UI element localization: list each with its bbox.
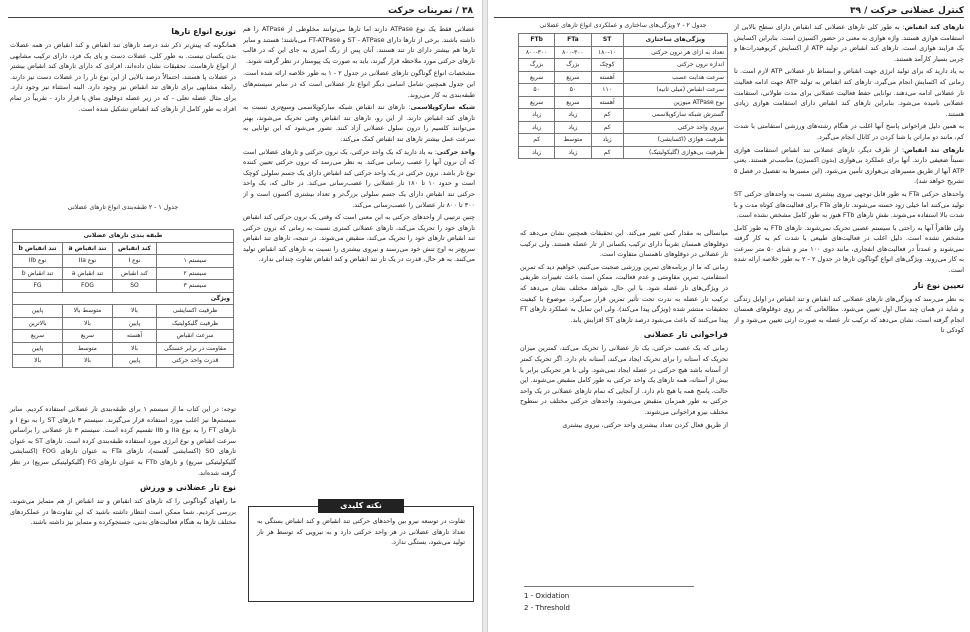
paragraph: به یاد دارید که برای تولید انرژی جهت انقباض و انبساط تار عضلانی ATP لازم است. تا زمانی که اکسایش انجام می‌گیرد، تارهای کند انقباض به تولید ATP جهت ادامه فعالیت تار عضلانی ادامه می‌دهند. توانایی حفظ فعالیت عضلانی برای مدت طولانی، استقامت عضلانی نامیده می‌شود. بنابراین تارهای کند انقباض دارای استقامت هوازی زیادی هستند. [734,67,964,118]
paragraph: ولی ظاهراً آنها به راحتی با سیستم عصبی تحریک نمی‌شوند. تارهای FTb به طور کامل مشخص نشده است. دلیل اغلب در فعالیت‌های طبیعی با شدت کم به کار گرفته نمی‌شوند و عمدتاً در فعالیت‌های انفجاری، مانند دوی ۱۰۰ متر و شنای ۵۰ متر سرعت به کار می‌روند. ویژگی‌های انواع گوناگون تارها در جدول ۲ - ۲ به طور خلاصه ارائه شده است. [734,223,964,275]
table-cell: کوچک [591,59,623,72]
paragraph: شبکه سارکوپلاسمی: تارهای تند انقباض شبکه سارکوپلاسمی وسیع‌تری نسبت به تارهای کند انقباض دارند. از این رو، تارهای تند انقباض وقتی تحریک می‌شوند، بهتر می‌توانند کلسیم را درون سلول عضلانی آزاد کنند. تصور می‌شود که این توانایی به سرعت عمل بیشتر تارهای تند انقباض کمک می‌کند. [243,103,475,143]
table-header-cell: FTb [519,34,555,47]
key-point-title: نکته کلیدی [318,499,404,513]
table-header-cell: تند انقباض b [13,242,63,255]
table-cell: تند انقباض b [13,267,63,280]
table-cell: زیاد [555,109,591,122]
table-2-caption: جدول ۲ - ۲ ویژگی‌های ساختاری و عملکردی انواع تارهای عضلانی [539,22,707,29]
table-cell: FG [13,280,63,293]
table-row [13,255,234,268]
table-cell: متوسط [63,342,113,355]
section-heading-fast-twitch: تارهای تند انقباض [904,145,964,154]
table-cell: بالا [112,342,156,355]
table-cell: سریع [555,71,591,84]
table-cell: سریع [13,330,63,343]
footnote: 2 - Threshold [524,604,570,612]
paragraph: از طریق فعال کردن تعداد بیشتری واحد حرکتی، نیروی بیشتری [562,420,728,429]
table-row [519,59,728,72]
table-row [519,96,728,109]
table-cell: پایین [112,355,156,368]
left-page [0,0,482,632]
footnote: 1 - Oxidation [524,592,570,600]
table-cell: اندازه نرون حرکتی [623,59,727,72]
table-cell: بالا [112,305,156,318]
table-1-caption: جدول ۱ - ۲ طبقه‌بندی انواع تارهای عضلانی [67,204,179,211]
paragraph-text: به یاد دارید که یک واحد حرکتی، یک نرون حرکتی و تارهای عضلانی است که آن نرون آنها را عصب رسانی می‌کند. به نظر می‌رسد که نرون حرکتی تعیین کننده نوع تار باشد. نرون حرکتی در یک واحد حرکتی کند انقباض دارای یک جسم سلولی کوچک است و حدود ۱۰ تا ۱۸۰ تار عضلانی را عصب‌رسانی می‌کند. در حالی که، یک واحد حرکتی تند انقباض دارای یک جسم سلولی بزرگ‌تر و تعداد بیشتری آکسون است و از ۳۰۰ تا ۸۰۰ تار عضلانی را عصب‌رسانی می‌کند. [243,147,475,209]
table-cell: سریع [63,330,113,343]
right-page [488,0,970,632]
table-cell: پایین [13,342,63,355]
right-header-rule [494,17,964,18]
table-subhead: ویژگی [13,292,234,305]
table-cell: کم [519,134,555,147]
table-row [519,146,728,159]
footnotes [524,586,694,614]
paragraph: میانسالی به مقدار کمی تغییر می‌کند. این تحقیقات همچنین نشان می‌دهد که دوقلوهای همسان تقریباً دارای ترکیب یکسانی از تار عضله هستند. ولی ترکیب تار عضلانی در دوقلوهای ناهمسان متفاوت است. [520,229,728,259]
section-heading-motor-units: واحد حرکتی [436,147,475,156]
table-cell: سریع [555,96,591,109]
section-heading-exercise: نوع تار عضلانی و ورزش [140,483,236,493]
table-header-cell: تند انقباض a [63,242,113,255]
table-cell: نوع IIa [63,255,113,268]
table-cell: کم [591,109,623,122]
table-row [13,317,234,330]
table-row [519,46,728,59]
table-cell: ۱۸۰-۱۰ [591,46,623,59]
paragraph: به نظر می‌رسد که ویژگی‌های تارهای عضلانی کند انقباض و تند انقباض در اوایل زندگی و شاید در همان چند سال اول تعیین می‌شود. مطالعاتی که بر روی دوقلوهای همسان انجام گرفته است، نشان می‌دهد که ترکیب تار عضله به صورت ارثی تعیین می‌شود و از کودکی تا [734,294,964,335]
section-heading-slow-twitch: تارهای کند انقباض [904,23,964,31]
table-header-cell: ST [591,34,623,47]
section-heading-fiber-type: تعیین نوع تار [913,280,964,290]
table-row [13,330,234,343]
paragraph: ما راههای گوناگونی را که تارهای کند انقباض و تند انقباض از هم متمایز می‌شوند، بررسی کردیم. شما ممکن است انتظار داشته باشید که این تفاوت‌ها در عملکردهای مختلف تارها به هنگام فعالیت‌های بدنی، جستجوکرده و متمایز نیز داشته باشند. [10,497,236,527]
table-cell: ظرفیت اکسایشی [157,305,234,318]
table-row [519,71,728,84]
table-cell: نوع I [112,255,156,268]
table-row [519,109,728,122]
table-cell: آهسته [591,96,623,109]
table-row [519,84,728,97]
table-cell: نوع IIb [13,255,63,268]
table-cell: آهسته [112,330,156,343]
paragraph-text: به طور کلی تارهای عضلانی کند انقباض دارای سطح بالایی از استقامت هوازی هستند. واژه هوازی به معنی در حضور اکسیژن است. بنابراین اکسایش یک فرایند هوازی است. تارهای کند انقباض در تولید ATP از اکسایش کربوهیدرات‌ها و چربی بسیار کارآمد هستند. [734,23,964,63]
key-point-box [248,501,474,602]
paragraph: چنین ترتیبی از واحدهای حرکتی به این معنی است که وقتی یک نرون حرکتی کند انقباض تارهای خود را تحریک می‌کند، تارهای عضلانی کمتری نسبت به زمانی که نرون حرکتی تند انقباض تارهای خود را تحریک می‌کند، منقبض می‌شوند. در نتیجه، تارهای تند انقباض سریع‌تر به اوج تنش خود می‌رسند و نیروی بیشتری را نسبت به تارهای کند انقباض تولید می‌کنند. به هر حال، قدرت در یک تار تند انقباض و کند انقباض تفاوت چندانی ندارد. [243,213,475,264]
table-cell: نیروی واحد حرکتی [623,121,727,134]
table-cell: سریع [519,71,555,84]
table-cell: بالا [13,355,63,368]
paragraph: همانگونه که پیش‌تر ذکر شد درصد تارهای تند انقباض و کند انقباض در همه عضلات بدن یکسان نیست. به طور کلی، عضلات دست و پای یک فرد، دارای ترکیب مشابهی از انواع تارهاست. تحقیقات نشان داده‌اند، افرادی که دارای تارهای کند انقباض بیشتر در عضلات پا هستند، احتمالاً درصد بالایی از این نوع تار را در عضلات دست نیز دارند. رابطه مشابهی برای تارهای تند انقباض نیز وجود دارد. البته استثناء نیز وجود دارد. برای مثال عضله نعلی - که در زیر عضله دوقلوی ساق پا قرار دارد - تقریباً در تمام افراد به طور کامل از تارهای کند انقباض تشکیل شده است. [10,41,236,113]
table-cell: بزرگ [555,59,591,72]
table-cell: سیستم ۱ [157,255,234,268]
table-cell: ۸۰۰-۳۰۰ [519,46,555,59]
section-heading-sarcoplasmic: شبکه سارکوپلاسمی [410,103,475,112]
table-cell: ۵۰ [555,84,591,97]
table-cell: پایین [13,305,63,318]
paragraph-text: از طرف دیگر، تارهای عضلانی تند انقباض استقامت هوازی نسبتاً ضعیفی دارند. آنها برای عملکرد بی‌هوازی (بدون اکسیژن) مناسب‌تر هستند. یعنی ATP آنها از طریق مسیرهای بی‌هوازی تأمین می‌شود. (این مسیرها به تفصیل در فصل ۵ تشریح خواهد شد). [734,145,964,186]
table-cell: سرعت هدایت عصب [623,71,727,84]
table-cell: پایین [112,317,156,330]
table-cell: تند انقباض a [63,267,113,280]
left-page-left-column-bottom [10,404,236,626]
table-cell: کم [591,146,623,159]
paragraph: زمانی که یک عصب حرکتی، یک تار عضلانی را تحریک می‌کند، کمترین میزان تحریک که آستانه را برای تحریک ایجاد می‌کند، آستانه نام دارد. اگر تحریک کمتر از آستانه باشد هیچ حرکتی در عضله ایجاد نمی‌شود. ولی با هر تحریکی برابر یا بیش از آستانه، همه تارهای یک واحد حرکتی به طور کامل منقبض می‌شوند. این حالت، پاسخ همه یا هیچ نام دارد. از آنجایی که تمام تارهای عضلانی در یک واحد حرکتی به طور همزمان منقبض می‌شوند، واحدهای حرکتی مختلف در سطوح مختلف نیرو فراخوانی می‌شوند. [520,344,728,416]
table-cell: زیاد [519,109,555,122]
table-note: توجه: در این کتاب ما از سیستم ۱ برای طبقه‌بندی تار عضلانی استفاده کردیم. سایر سیستم‌ها نیز اغلب مورد استفاده قرار می‌گیرند. سیستم ۳ تارهای ST را به نوع I و تارهای FT را به نوع IIa و IIb تقسیم کرده است. سیستم ۳ تار عضلانی را براساس سرعت انقباض و نوع انرژی مورد استفاده طبقه‌بندی کرده است. تارهای ST به عنوان تارهای SO (اکسایشی آهسته)، تارهای FTa به عنوان تارهای FOG (اکسایشی گلیکولیتیکی سریع) و تارهای FTb به عنوان تارهای FG (گلیکولیتیکی سریع) در نظر گرفته شده‌اند. [10,405,236,477]
table-header-cell: FTa [555,34,591,47]
table-header-cell: ویژگی‌های ساختاری [623,34,727,47]
table-cell: سیستم ۳ [157,280,234,293]
table-cell: سریع [519,96,555,109]
fiber-characteristics-table [518,33,728,159]
table-cell: سرعت انقباض (میلی ثانیه) [623,84,727,97]
left-header-rule [8,17,474,18]
paragraph: واحد حرکتی: به یاد دارید که یک واحد حرکتی، یک نرون حرکتی و تارهای عضلانی است که آن نرون آنها را عصب رسانی می‌کند. به نظر می‌رسد که نرون حرکتی تعیین کننده نوع تار باشد. نرون حرکتی در یک واحد حرکتی کند انقباض دارای یک جسم سلولی کوچک است و حدود ۱۰ تا ۱۸۰ تار عضلانی را عصب‌رسانی می‌کند. در حالی که، یک واحد حرکتی تند انقباض دارای یک جسم سلولی بزرگ‌تر و تعداد بیشتری آکسون است و از ۳۰۰ تا ۸۰۰ تار عضلانی را عصب‌رسانی می‌کند. [243,147,475,209]
table-cell: بالاترین [13,317,63,330]
table-header-row [519,34,728,47]
table-cell: سرعت انقباض [157,330,234,343]
paragraph: زمانی که ما از برنامه‌های تمرین ورزشی صحبت می‌کنیم، خواهیم دید که تمرین استقامتی، تمرین مقاومتی و عدم فعالیت، ممکن است باعث تغییرات ظریفی در ویژگی‌های تار عضله شود. با این حال، شواهد مختلف نشان می‌دهد که ترکیب تار عضله به ندرت تحت تأثیر تمرین قرار می‌گیرد. موضوع با کیفیت تحقیقات منتشر شده (ویژگی پیدا می‌کند). ولی این تمایل به عملکرد تارهای FT پیدا می‌کنند که باعث می‌شود درصد تارهای ST افزایش یابد. [520,262,728,324]
paragraph: مشخصات انواع گوناگون تارهای عضلانی در جدول ۲ - ۱ به طور خلاصه ارائه شده است. این جدول همچنین شامل اسامی دیگر انواع تار عضلانی است که در سایر سیستم‌های طبقه‌بندی به کار می‌روند. [243,69,475,99]
table-cell: FOG [63,280,113,293]
table-row [13,355,234,368]
table-cell: ۱۱۰ [591,84,623,97]
table-cell: ۵۰ [519,84,555,97]
table-row [519,134,728,147]
table-header-cell: کند انقباض [112,242,156,255]
paragraph: تارهای کند انقباض: به طور کلی تارهای عضلانی کند انقباض دارای سطح بالایی از استقامت هوازی هستند. واژه هوازی به معنی در حضور اکسیژن است. بنابراین اکسایش یک فرایند هوازی است. تارهای کند انقباض در تولید ATP از اکسایش کربوهیدرات‌ها و چربی بسیار کارآمد هستند. [734,23,964,63]
table-header-row [13,242,234,255]
table-cell: بالا [63,317,113,330]
table-cell: سیستم ۲ [157,267,234,280]
table-row [13,342,234,355]
table-row [13,280,234,293]
table-cell: SO [112,280,156,293]
table-cell: زیاد [519,146,555,159]
left-page-left-column-top [10,22,236,200]
table-cell: نوع ATPase میوزین [623,96,727,109]
table-cell: ۸۰۰-۳۰۰ [555,46,591,59]
table-cell: ظرفیت بی‌هوازی (گلیکولیتیک) [623,146,727,159]
table-cell: آهسته [591,71,623,84]
left-page-header: ۳۸ / تمرینات حرکت [387,6,473,16]
table-cell: زیاد [591,134,623,147]
key-point-text: تفاوت در توسعه نیرو بین واحدهای حرکتی تند انقباض و کند انقباض بستگی به تعداد تارهای عضلانی در هر واحد حرکتی دارد و به نیرویی که توسط هر تار تولید می‌شود، بستگی ندارد. [257,517,465,547]
right-page-right-column [734,22,964,628]
table-cell: ظرفیت هوازی (اکسایشی) [623,134,727,147]
right-page-left-column [520,228,728,578]
table-row [519,121,728,134]
table-cell: بالا [63,355,113,368]
table-cell: متوسط بالا [63,305,113,318]
paragraph: عضلانی فقط یک نوع ATPase دارند اما تارها می‌توانند مخلوطی از ATPase را هم داشته باشند. برخی از تارها دارای ST - ATPase و FT-ATPase می‌باشند؛ هستند و سایر تارها هم بیشتر دارای تار تند هستند. آنان پس از رنگ آمیزی به جای این که در قالب تارهای حرکتی مورد ملاحظه قرار گیرند، باید به صورت یک پیوستار در نظر گرفته شوند. [243,25,475,65]
section-heading-recruitment: فراخوانی تار عضلانی [643,330,728,340]
table-cell: تعداد به ازای هر نرون حرکتی [623,46,727,59]
right-page-header: کنترل عضلانی حرکت / ۳۹ [850,6,964,16]
table-group-header: طبقه بندی تارهای عضلانی [13,230,234,243]
table-cell: زیاد [519,121,555,134]
table-row [13,267,234,280]
table-cell: زیاد [555,121,591,134]
paragraph: به همین دلیل فراخوانی پاسخ آنها اغلب در هنگام رشته‌های ورزشی استقامتی با شدت کم، مانند دو ماراتن یا شنا کردن در کانال انجام می‌گیرد. [734,122,964,141]
fiber-classification-table [12,229,234,368]
table-cell: قدرت واحد حرکتی [157,355,234,368]
table-header-cell [157,242,234,255]
section-heading-distribution: توزیع انواع تارها [171,27,236,36]
table-cell: مقاومت در برابر خستگی [157,342,234,355]
paragraph: تارهای تند انقباض: از طرف دیگر، تارهای عضلانی تند انقباض استقامت هوازی نسبتاً ضعیفی دارند. آنها برای عملکرد بی‌هوازی (بدون اکسیژن) مناسب‌تر هستند. یعنی ATP آنها از طریق مسیرهای بی‌هوازی تأمین می‌شود. (این مسیرها به تفصیل در فصل ۵ تشریح خواهد شد). [734,145,964,186]
table-cell: بزرگ [519,59,555,72]
table-row [13,305,234,318]
left-page-right-column [243,24,475,494]
paragraph: واحدهای حرکتی FTa به طور قابل توجهی نیروی بیشتری نسبت به واحدهای حرکتی ST تولید می‌کنند اما خیلی زود خسته می‌شوند. تارهای FTa برای فعالیت‌های کوتاه مدت و با شدت بالا استفاده می‌شوند. نقش تارهای FTb هنوز به طور کامل مشخص نشده است. [734,189,964,220]
table-cell: ظرفیت گلیکولیتیک [157,317,234,330]
paragraph-text: تارهای تند انقباض شبکه سارکوپلاسمی وسیع‌تری نسبت به تارهای کند انقباض دارند. از این رو، تارهای تند انقباض وقتی تحریک می‌شوند، بهتر می‌توانند کلسیم را درون سلول عضلانی آزاد کنند. تصور می‌شود که این توانایی به سرعت عمل بیشتر تارهای تند انقباض کمک می‌کند. [243,103,475,143]
table-cell: کند انقباض [112,267,156,280]
table-2-block [518,22,728,159]
table-1-block [12,204,234,368]
table-cell: گسترش شبکه سارکوپلاسمی [623,109,727,122]
table-cell: زیاد [555,146,591,159]
table-cell: کم [591,121,623,134]
table-cell: متوسط [555,134,591,147]
